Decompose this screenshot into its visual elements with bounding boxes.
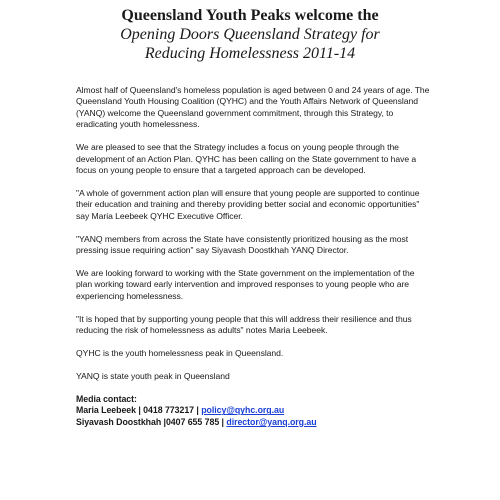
email-link-policy[interactable]: policy@qyhc.org.au: [201, 405, 285, 416]
paragraph-quote-doostkhah: "YANQ members from across the State have consistently prioritized housing as the most pressing issue requiring action" say Siyavash Doostkhah YANQ Director.: [76, 233, 409, 255]
document-title: Queensland Youth Peaks welcome the: [121, 7, 379, 24]
paragraph-quote-leebeek: "A whole of government action plan will ensure that young people are supported to continue their education and training and thereby providing better social and economic opportunities" say Maria Leebeek QYHC Executive Officer.: [76, 187, 420, 221]
document-header: [0, 6, 500, 63]
document-body: [76, 85, 432, 429]
contact-row-doostkhah: [76, 417, 432, 429]
contact-doostkhah-details: Siyavash Doostkhah |0407 655 785 |: [76, 416, 227, 427]
media-contact-heading: Media contact:: [76, 393, 137, 404]
document-subtitle-line-2: Reducing Homelessness 2011-14: [144, 45, 356, 62]
paragraph-yanq-peak: YANQ is state youth peak in Queensland: [76, 370, 230, 381]
paragraph-intro: Almost half of Queensland's homeless population is aged between 0 and 24 years of age. The Queensland Youth Housing Coalition (QYHC) and the Youth Affairs Network of Queensland (YANQ) welcome the Queensland government commitment, through this Strategy, to eradicating youth homelessness.: [76, 85, 430, 130]
contact-row-leebeek: [76, 405, 432, 417]
email-link-director[interactable]: director@yanq.org.au: [226, 416, 317, 427]
paragraph-working-together: We are looking forward to working with the State government on the implementation of the plan working toward early intervention and improved responses to young people who are experiencing homelessness.: [76, 267, 415, 301]
paragraph-action-plan: We are pleased to see that the Strategy includes a focus on young people through the development of an Action Plan. QYHC has been calling on the State government to have a focus on young people to ensure that a targeted approach can be developed.: [76, 142, 417, 175]
document-subtitle-line-1: Opening Doors Queensland Strategy for: [120, 26, 380, 43]
media-contact: [76, 394, 432, 429]
contact-leebeek-details: Maria Leebeek | 0418 773217 |: [76, 405, 202, 416]
paragraph-qyhc-peak: QYHC is the youth homelessness peak in Queensland.: [76, 347, 284, 358]
paragraph-resilience: "It is hoped that by supporting young people that this will address their resilience and thus reducing the risk of homelessness as adults" notes Maria Leebeek.: [76, 313, 412, 335]
